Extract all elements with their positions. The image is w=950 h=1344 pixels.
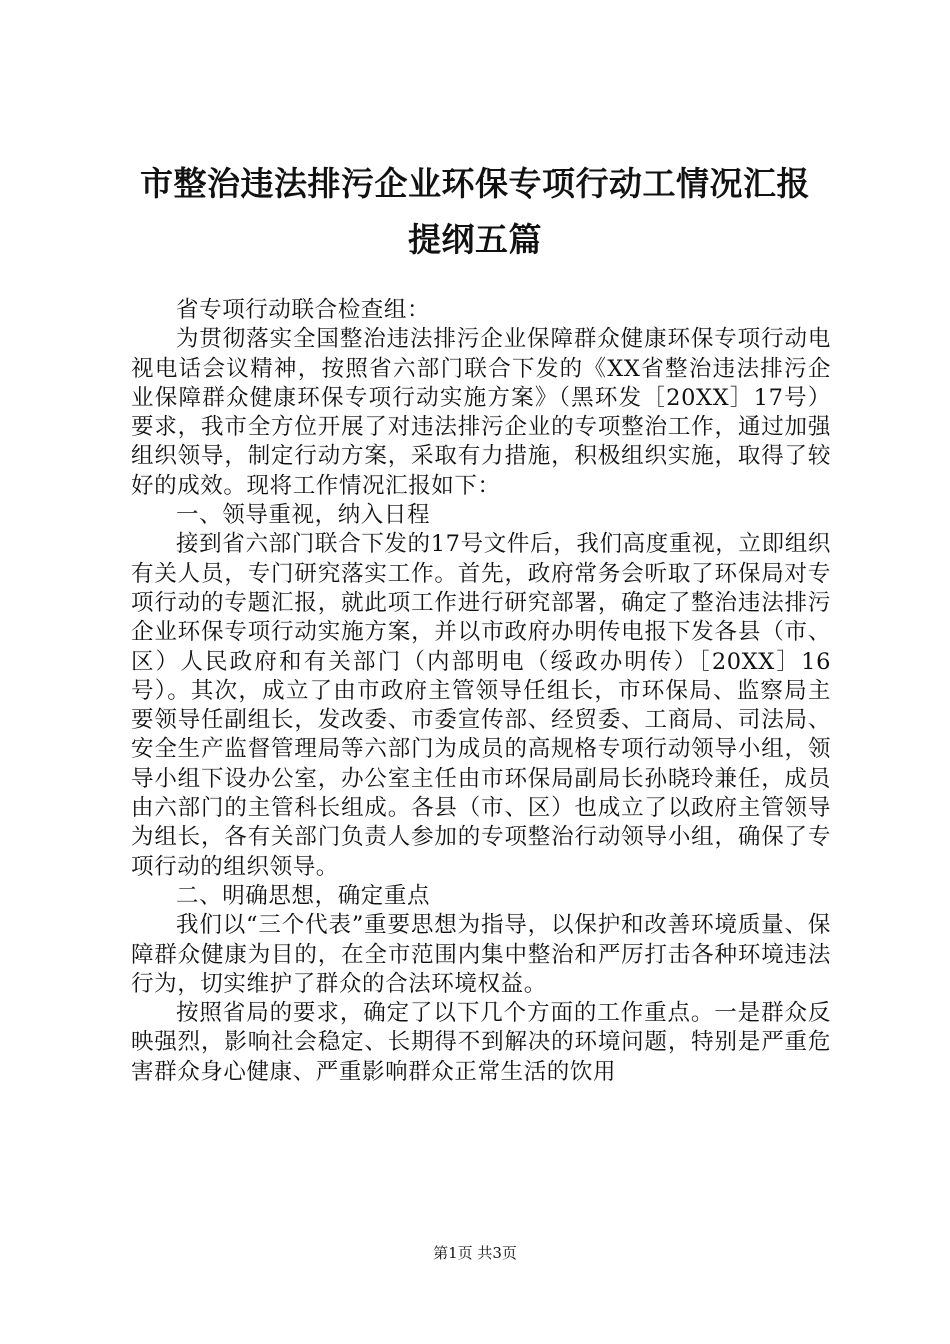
salutation: 省专项行动联合检查组： (176, 297, 431, 323)
section-heading-2: 二、明确思想，确定重点 (176, 882, 431, 909)
section-1-paragraph: 接到省六部门联合下发的17号文件后，我们高度重视，立即组织有关人员，专门研究落实工作。首先，政府常务会听取了环保局对专项行动的专题汇报，就此项工作进行研究部署，确定了整治违法排污企业环保专项行动实施方案，并以市政府办明传电报下发各县（市、区）人民政府和有关部门（内部明电（绥政办明传）［20XX］16号）。其次，成立了由市政府主管领导任组长，市环保局、监察局主要领导任副组长，发改委、市委宣传部、经贸委、工商局、司法局、安全生产监督管理局等六部门为成员的高规格专项行动领导小组，领导小组下设办公室，办公室主任由市环保局副局长孙晓玲兼任，成员由六部门的主管科长组成。各县（市、区）也成立了以政府主管领导为组长，各有关部门负责人参加的专项整治行动领导小组，确保了专项行动的组织领导。 (131, 531, 831, 880)
document-title-line-2: 提纲五篇 (408, 220, 542, 259)
intro-paragraph: 为贯彻落实全国整治违法排污企业保障群众健康环保专项行动电视电话会议精神，按照省六部门联合下发的《XX省整治违法排污企业保障群众健康环保专项行动实施方案》（黑环发［20XX］17号）要求，我市全方位开展了对违法排污企业的专项整治工作，通过加强组织领导，制定行动方案，采取有力措施，积极组织实施，取得了较好的成效。现将工作情况汇报如下： (131, 326, 831, 499)
section-2-paragraph: 我们以“三个代表”重要思想为指导，以保护和改善环境质量、保障群众健康为目的，在全市范围内集中整治和严厉打击各种环境违法行为，切实维护了群众的合法环境权益。 (131, 912, 831, 997)
document-title-line-1: 市整治违法排污企业环保专项行动工情况汇报 (140, 164, 810, 203)
section-heading-1: 一、领导重视，纳入日程 (176, 502, 431, 529)
section-2-paragraph-continued: 按照省局的要求，确定了以下几个方面的工作重点。一是群众反映强烈，影响社会稳定、长期得不到解决的环境问题，特别是严重危害群众身心健康、严重影响群众正常生活的饮用 (131, 1000, 831, 1085)
page-number-footer: 第1页 共3页 (433, 1244, 517, 1262)
document-body (131, 296, 831, 1087)
